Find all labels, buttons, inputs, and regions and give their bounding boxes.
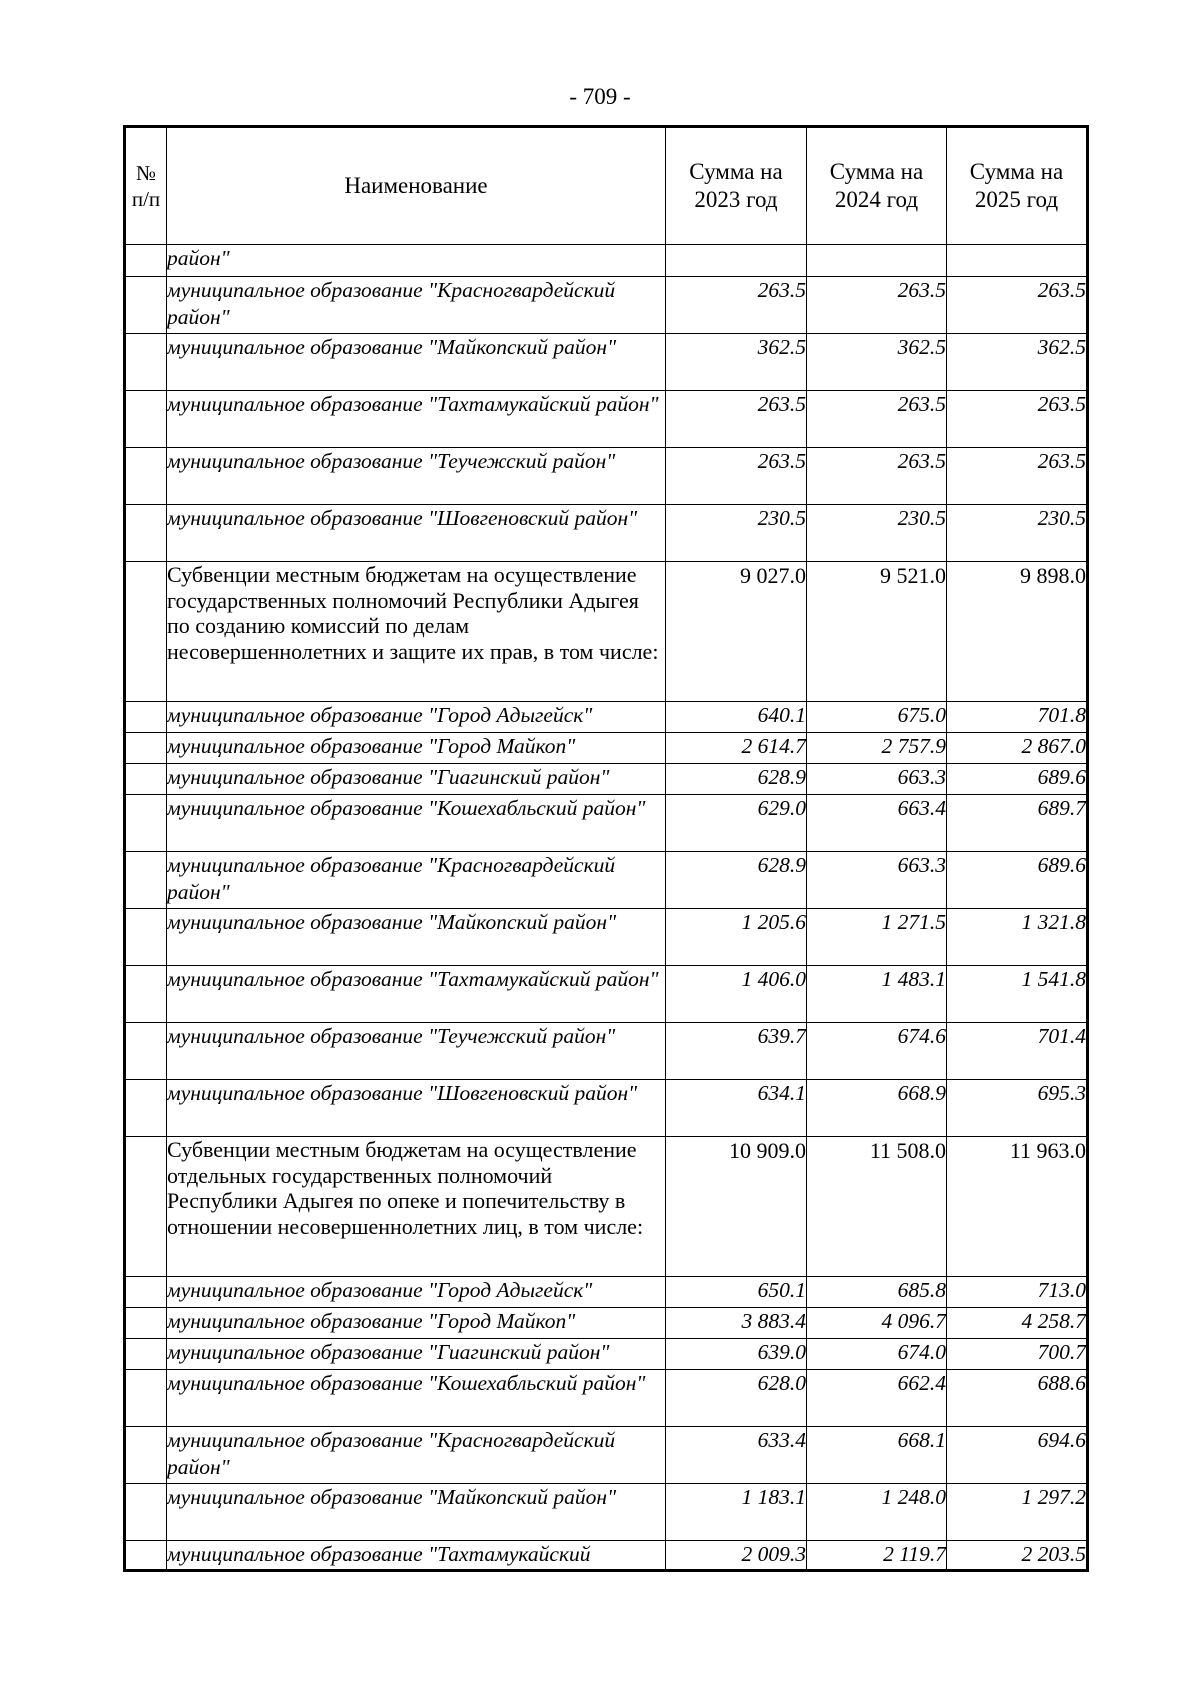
cell-2023: 1 205.6 [666,909,807,966]
cell-2023: 628.0 [666,1370,807,1427]
table-row [125,733,1088,764]
header-2024: Сумма на 2024 год [807,127,947,245]
cell-2024: 685.8 [807,1277,947,1308]
cell-name: муниципальное образование "Майкопский район" [167,909,666,966]
cell-name: муниципальное образование "Город Адыгейск" [167,702,666,733]
cell-2025: 701.4 [947,1023,1088,1080]
cell-2024: 663.3 [807,852,947,909]
cell-name: Субвенции местным бюджетам на осуществление отдельных государственных полномочий Республики Адыгея по опеке и попечительству в отношении несовершеннолетних лиц, в том числе: [167,1137,666,1277]
cell-no [125,448,167,505]
cell-2025: 695.3 [947,1080,1088,1137]
cell-no [125,1137,167,1277]
cell-2025: 1 541.8 [947,966,1088,1023]
cell-2023: 633.4 [666,1427,807,1484]
cell-2024: 674.0 [807,1339,947,1370]
page-number: - 709 - [569,84,631,109]
cell-2024: 663.4 [807,795,947,852]
header-name: Наименование [167,127,666,245]
cell-2025: 2 203.5 [947,1541,1088,1571]
cell-2025: 263.5 [947,277,1088,334]
cell-no [125,702,167,733]
cell-no [125,1080,167,1137]
cell-2024: 2 757.9 [807,733,947,764]
cell-2023: 639.0 [666,1339,807,1370]
cell-name: район" [167,245,666,277]
cell-2023: 639.7 [666,1023,807,1080]
cell-no [125,1370,167,1427]
cell-no [125,1541,167,1571]
cell-2024: 1 271.5 [807,909,947,966]
cell-2024: 668.1 [807,1427,947,1484]
cell-no [125,1023,167,1080]
cell-2023: 230.5 [666,505,807,562]
cell-2024 [807,245,947,277]
cell-name: муниципальное образование "Тахтамукайский район" [167,391,666,448]
cell-2025: 713.0 [947,1277,1088,1308]
cell-2025: 689.6 [947,852,1088,909]
cell-no [125,1427,167,1484]
table-row [125,245,1088,277]
cell-2024: 263.5 [807,448,947,505]
cell-2023: 650.1 [666,1277,807,1308]
cell-no [125,733,167,764]
cell-name: муниципальное образование "Теучежский район" [167,1023,666,1080]
cell-no [125,245,167,277]
header-2025: Сумма на 2025 год [947,127,1088,245]
table-row [125,1277,1088,1308]
cell-2024: 663.3 [807,764,947,795]
cell-2024: 1 483.1 [807,966,947,1023]
cell-name: муниципальное образование "Шовгеновский район" [167,1080,666,1137]
cell-name: муниципальное образование "Тахтамукайский район" [167,966,666,1023]
table-row [125,764,1088,795]
table-row [125,277,1088,334]
table-row [125,1137,1088,1277]
cell-2025: 2 867.0 [947,733,1088,764]
table-row [125,795,1088,852]
cell-2024: 662.4 [807,1370,947,1427]
cell-2025: 263.5 [947,391,1088,448]
table-row [125,1427,1088,1484]
cell-2023 [666,245,807,277]
cell-2025: 4 258.7 [947,1308,1088,1339]
cell-2025: 688.6 [947,1370,1088,1427]
cell-2023: 362.5 [666,334,807,391]
table-row [125,505,1088,562]
cell-name: Субвенции местным бюджетам на осуществление государственных полномочий Республики Адыгея по созданию комиссий по делам несовершеннолетних и защите их прав, в том числе: [167,562,666,702]
cell-no [125,909,167,966]
cell-2025: 689.7 [947,795,1088,852]
cell-name: муниципальное образование "Шовгеновский район" [167,505,666,562]
cell-2024: 2 119.7 [807,1541,947,1571]
cell-no [125,1484,167,1541]
cell-2023: 629.0 [666,795,807,852]
table-row [125,909,1088,966]
cell-2023: 3 883.4 [666,1308,807,1339]
cell-2025: 11 963.0 [947,1137,1088,1277]
table-row [125,1023,1088,1080]
cell-2023: 263.5 [666,448,807,505]
table-header-row [125,127,1088,245]
table-row [125,562,1088,702]
cell-2024: 11 508.0 [807,1137,947,1277]
cell-2023: 263.5 [666,391,807,448]
cell-2024: 674.6 [807,1023,947,1080]
cell-2023: 9 027.0 [666,562,807,702]
cell-no [125,391,167,448]
cell-2024: 263.5 [807,391,947,448]
table-row [125,334,1088,391]
cell-2023: 1 406.0 [666,966,807,1023]
table-row [125,1339,1088,1370]
cell-no [125,1339,167,1370]
cell-2023: 628.9 [666,852,807,909]
cell-no [125,334,167,391]
cell-no [125,562,167,702]
cell-2025: 700.7 [947,1339,1088,1370]
cell-2023: 634.1 [666,1080,807,1137]
cell-no [125,966,167,1023]
cell-2024: 1 248.0 [807,1484,947,1541]
cell-2025: 362.5 [947,334,1088,391]
table-row [125,852,1088,909]
cell-name: муниципальное образование "Кошехабльский район" [167,1370,666,1427]
cell-2025: 1 297.2 [947,1484,1088,1541]
table-row [125,448,1088,505]
cell-name: муниципальное образование "Тахтамукайский [167,1541,666,1571]
table-row [125,702,1088,733]
cell-2023: 10 909.0 [666,1137,807,1277]
cell-name: муниципальное образование "Красногвардейский район" [167,1427,666,1484]
cell-2024: 230.5 [807,505,947,562]
cell-name: муниципальное образование "Гиагинский район" [167,764,666,795]
cell-no [125,1308,167,1339]
cell-2024: 4 096.7 [807,1308,947,1339]
cell-name: муниципальное образование "Красногвардейский район" [167,277,666,334]
table-row [125,1080,1088,1137]
table-row [125,1370,1088,1427]
cell-no [125,795,167,852]
table-row [125,1308,1088,1339]
budget-table [123,125,1089,1572]
cell-2024: 263.5 [807,277,947,334]
table-row [125,391,1088,448]
cell-name: муниципальное образование "Красногвардейский район" [167,852,666,909]
cell-2023: 2 614.7 [666,733,807,764]
cell-2024: 668.9 [807,1080,947,1137]
cell-2025: 9 898.0 [947,562,1088,702]
cell-2024: 9 521.0 [807,562,947,702]
cell-no [125,277,167,334]
table-body [125,245,1088,1571]
cell-2025: 230.5 [947,505,1088,562]
header-2023: Сумма на 2023 год [666,127,807,245]
cell-no [125,852,167,909]
cell-2023: 2 009.3 [666,1541,807,1571]
cell-2023: 263.5 [666,277,807,334]
cell-2025: 263.5 [947,448,1088,505]
cell-2023: 640.1 [666,702,807,733]
cell-no [125,505,167,562]
cell-name: муниципальное образование "Майкопский район" [167,1484,666,1541]
cell-2025: 1 321.8 [947,909,1088,966]
header-no: № п/п [125,127,167,245]
cell-2023: 1 183.1 [666,1484,807,1541]
cell-name: муниципальное образование "Город Адыгейск" [167,1277,666,1308]
cell-no [125,1277,167,1308]
cell-name: муниципальное образование "Майкопский район" [167,334,666,391]
cell-name: муниципальное образование "Город Майкоп" [167,1308,666,1339]
cell-name: муниципальное образование "Кошехабльский район" [167,795,666,852]
cell-name: муниципальное образование "Гиагинский район" [167,1339,666,1370]
cell-name: муниципальное образование "Город Майкоп" [167,733,666,764]
cell-no [125,764,167,795]
cell-2024: 362.5 [807,334,947,391]
cell-2025: 689.6 [947,764,1088,795]
cell-2023: 628.9 [666,764,807,795]
cell-name: муниципальное образование "Теучежский район" [167,448,666,505]
cell-2025: 701.8 [947,702,1088,733]
table-row [125,1484,1088,1541]
table-row [125,966,1088,1023]
cell-2025: 694.6 [947,1427,1088,1484]
table-row [125,1541,1088,1571]
cell-2025 [947,245,1088,277]
cell-2024: 675.0 [807,702,947,733]
